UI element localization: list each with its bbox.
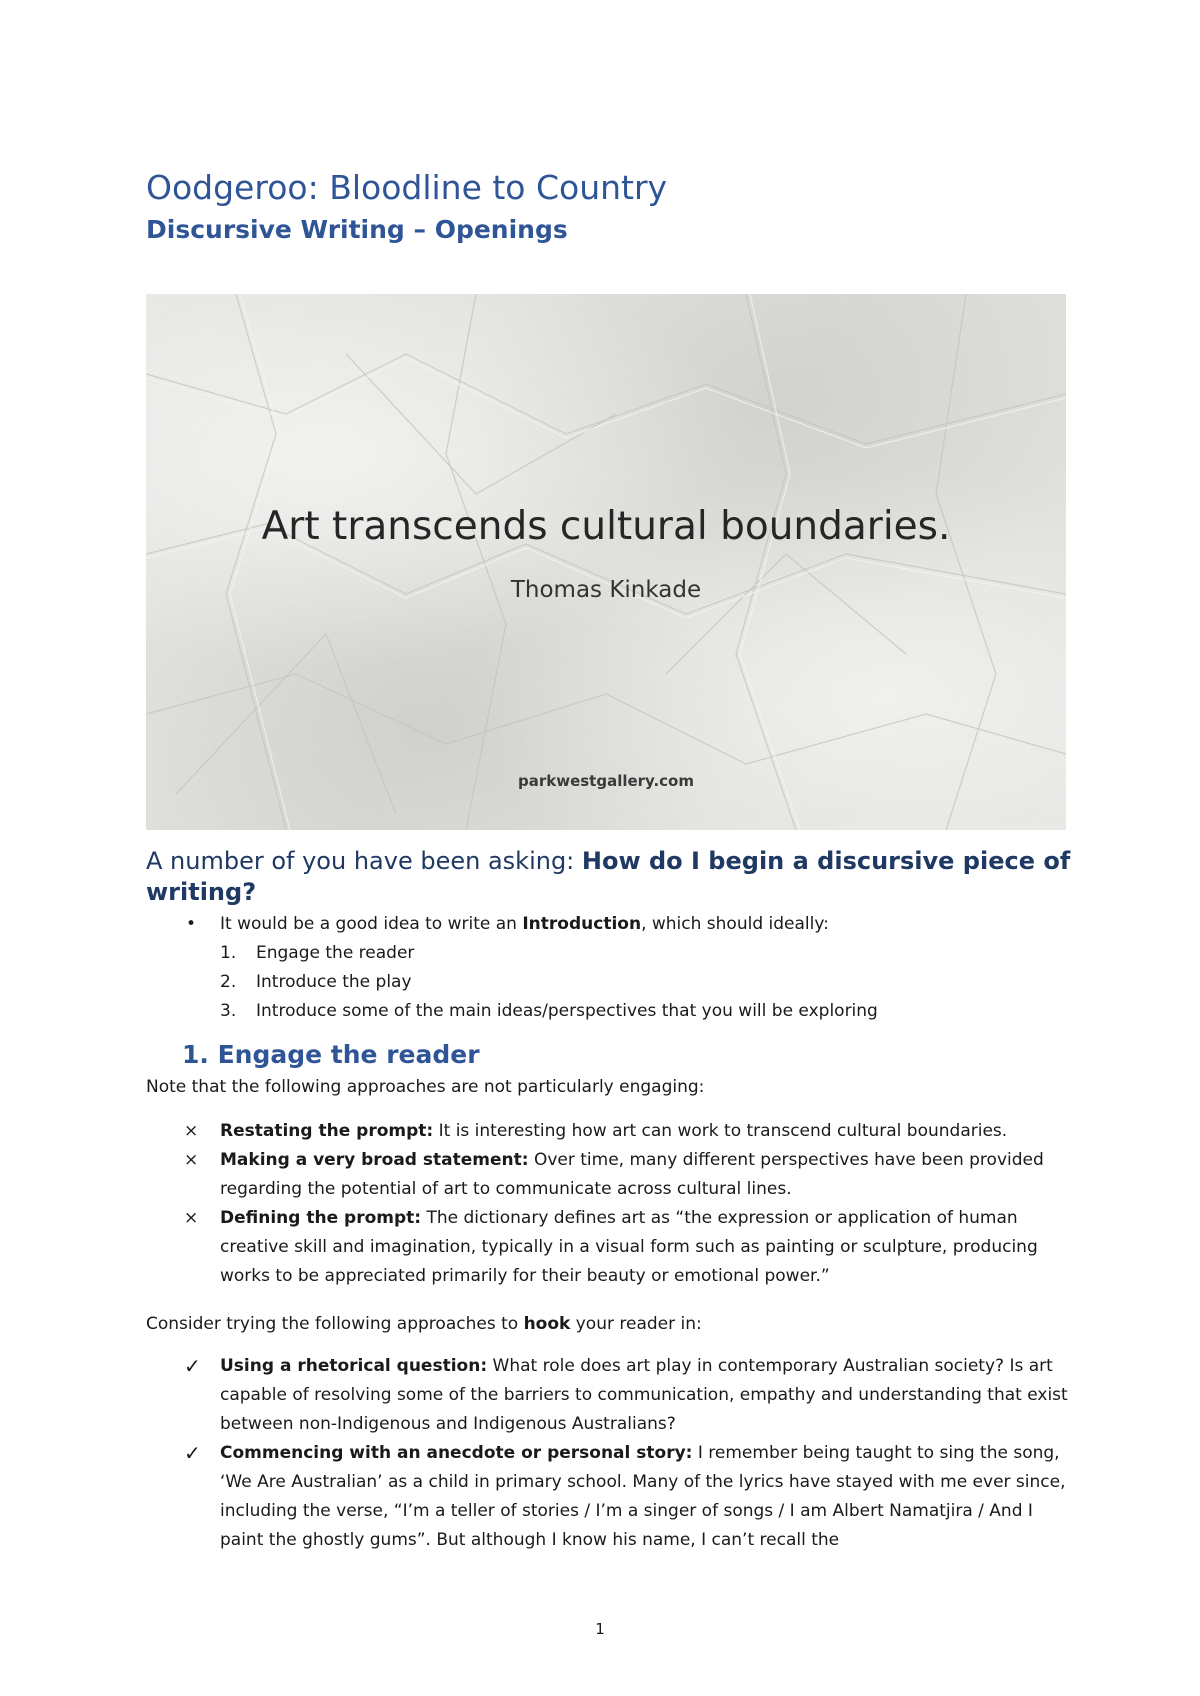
intro-bullet-prefix: It would be a good idea to write an (220, 914, 523, 934)
avoid-item-label: Defining the prompt: (220, 1208, 422, 1228)
avoid-item (146, 1204, 1076, 1291)
intro-bullet-suffix: , which should ideally: (641, 914, 829, 934)
banner-site: parkwestgallery.com (517, 772, 694, 790)
intro-bullet-bold: Introduction (522, 914, 642, 934)
cross-icon: × (184, 1208, 199, 1228)
section-heading: 1. Engage the reader (182, 1040, 480, 1069)
try-item (146, 1352, 1076, 1439)
list-item (146, 939, 1076, 968)
question-heading (146, 846, 1076, 908)
try-item-label: Commencing with an anecdote or personal story: (220, 1443, 693, 1463)
consider-prefix: Consider trying the following approaches to (146, 1314, 524, 1334)
try-item (146, 1439, 1076, 1555)
intro-bullet (146, 910, 1076, 1026)
consider-suffix: your reader in: (570, 1314, 702, 1334)
banner-quote: Art transcends cultural boundaries. (261, 504, 951, 549)
avoid-item-label: Making a very broad statement: (220, 1150, 529, 1170)
quote-banner-image (146, 294, 1066, 830)
check-icon: ✓ (184, 1354, 201, 1378)
list-number: 3. (220, 1001, 237, 1021)
document-title: Oodgeroo: Bloodline to Country (146, 168, 668, 207)
avoid-item-text: It is interesting how art can work to transcend cultural boundaries. (433, 1121, 1008, 1141)
consider-paragraph (146, 1310, 1076, 1339)
page-number: 1 (595, 1620, 605, 1638)
list-item-text: Introduce the play (256, 972, 412, 992)
list-item-text: Introduce some of the main ideas/perspectives that you will be exploring (256, 1001, 878, 1021)
crumpled-paper-texture (146, 294, 1066, 830)
avoid-item (146, 1117, 1076, 1146)
cross-icon: × (184, 1150, 199, 1170)
avoid-item-label: Restating the prompt: (220, 1121, 434, 1141)
try-item-text: What role does art play in contemporary Australian society? Is art capable of resolving some of the barriers to communication, empathy and understanding that exist between non-Indigenous and Indigenous Australians? (220, 1356, 1068, 1434)
intro-bullet-list (146, 910, 1076, 1026)
list-item (146, 968, 1076, 997)
list-number: 2. (220, 972, 237, 992)
section-note: Note that the following approaches are not particularly engaging: (146, 1077, 705, 1097)
consider-bold: hook (523, 1314, 571, 1334)
bullet-dot-icon: • (186, 914, 197, 934)
avoid-item-text: The dictionary defines art as “the expression or application of human creative skill and imagination, typically in a visual form such as painting or sculpture, producing works to be appreciated primarily for their beauty or emotional power.” (220, 1208, 1038, 1286)
avoid-item (146, 1146, 1076, 1204)
list-item-text: Engage the reader (256, 943, 415, 963)
try-item-text: I remember being taught to sing the song, ‘We Are Australian’ as a child in primary school. Many of the lyrics have stayed with me ever since, including the verse, “I’m a teller of stories / I’m a singer of songs / I am Albert Namatjira / And I paint the ghostly gums”. But although I know his name, I can’t recall the (220, 1443, 1066, 1550)
avoid-item-text: Over time, many different perspectives have been provided regarding the potential of art to communicate across cultural lines. (220, 1150, 1044, 1199)
check-icon: ✓ (184, 1441, 201, 1465)
question-bold: How do I begin a discursive piece of writing? (146, 847, 1071, 906)
list-item (146, 997, 1076, 1026)
document-subtitle: Discursive Writing – Openings (146, 215, 568, 244)
banner-author: Thomas Kinkade (510, 577, 702, 603)
intro-steps-list (146, 939, 1076, 1026)
try-list (146, 1352, 1076, 1555)
avoid-list (146, 1117, 1076, 1291)
question-lead: A number of you have been asking: (146, 847, 582, 875)
cross-icon: × (184, 1121, 199, 1141)
try-item-label: Using a rhetorical question: (220, 1356, 488, 1376)
list-number: 1. (220, 943, 237, 963)
